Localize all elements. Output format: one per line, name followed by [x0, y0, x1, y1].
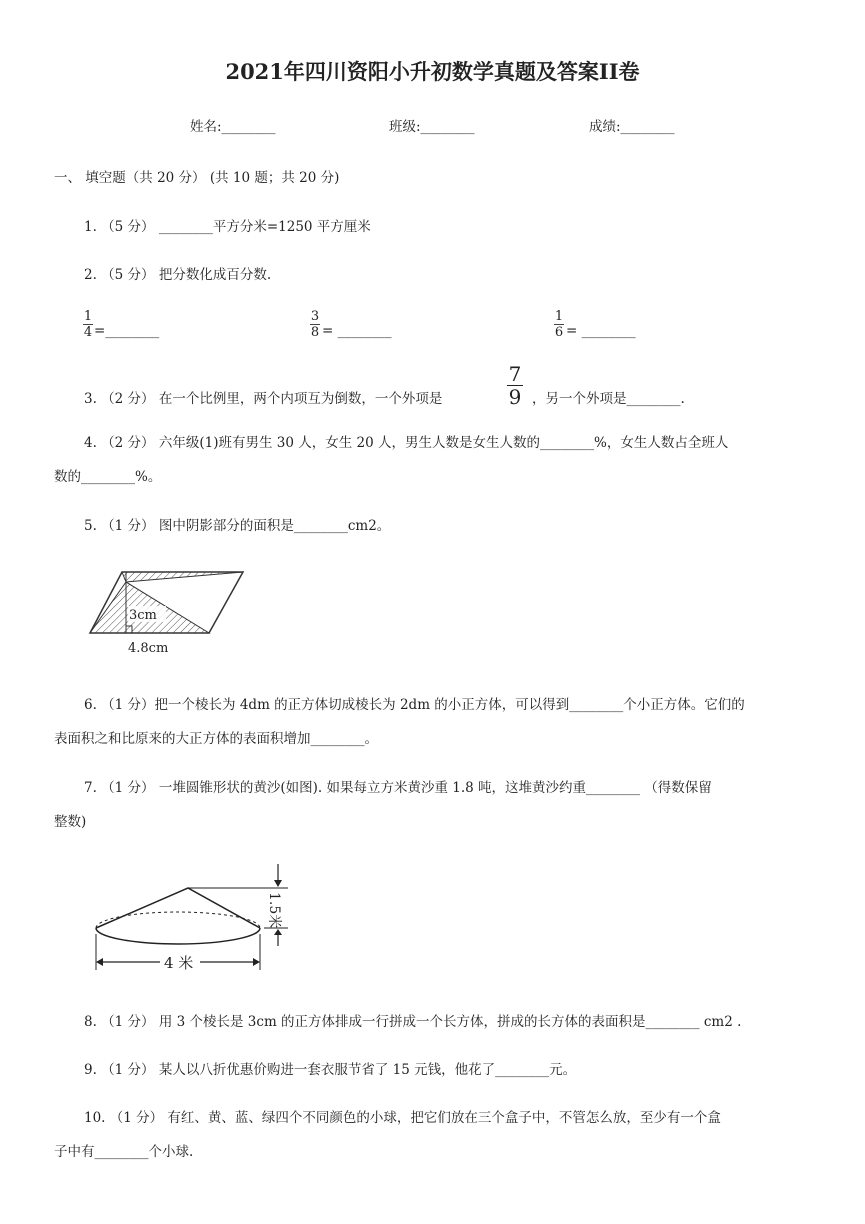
fraction-numerator: 3: [310, 309, 320, 324]
fraction-denominator: 6: [554, 325, 564, 340]
question-2: 2. （5 分） 把分数化成百分数.: [84, 267, 272, 283]
fraction-7-9: [507, 364, 523, 407]
class-field[interactable]: 班级:________: [389, 119, 475, 135]
question-3-prefix: 3. （2 分） 在一个比例里，两个内项互为倒数，一个外项是: [84, 391, 443, 407]
question-10-line2: 子中有________个小球.: [54, 1144, 194, 1160]
question-7-line1: 7. （1 分） 一堆圆锥形状的黄沙(如图). 如果每立方米黄沙重 1.8 吨，这堆黄沙约重________ （得数保留: [84, 780, 712, 796]
question-4-line2: 数的________%。: [54, 469, 162, 485]
question-1: 1. （5 分） ________平方分米=1250 平方厘米: [84, 219, 371, 235]
score-field[interactable]: 成绩:________: [589, 119, 675, 135]
question-7-line2: 整数): [54, 814, 87, 830]
fraction-denominator: 4: [83, 325, 93, 340]
fraction-3-8: [310, 310, 320, 339]
answer-blank-1-6[interactable]: = ________: [566, 323, 636, 339]
fraction-numerator: 1: [554, 309, 564, 324]
cone-sides: [96, 888, 260, 928]
section-heading: 一、 填空题（共 20 分） (共 10 题；共 20 分): [54, 170, 340, 186]
cone-base-front: [96, 928, 260, 944]
height-label: 3cm: [129, 608, 157, 623]
fraction-1-4: [83, 310, 93, 339]
question-3-suffix: ，另一个外项是________.: [532, 391, 685, 407]
fraction-denominator: 9: [508, 385, 522, 409]
name-field[interactable]: 姓名:________: [190, 119, 276, 135]
cone-figure: [88, 858, 298, 976]
question-9: 9. （1 分） 某人以八折优惠价购进一套衣服节省了 15 元钱，他花了________元。: [84, 1062, 577, 1078]
answer-blank-3-8[interactable]: = ________: [322, 323, 392, 339]
question-8: 8. （1 分） 用 3 个棱长是 3cm 的正方体排成一行拼成一个长方体，拼成的长方体的表面积是________ cm2 .: [84, 1014, 742, 1030]
question-6-line2: 表面积之和比原来的大正方体的表面积增加________。: [54, 731, 378, 747]
height-label: 1.5米: [266, 892, 282, 929]
fraction-denominator: 8: [310, 325, 320, 340]
parallelogram-figure: [88, 562, 253, 658]
question-4-line1: 4. （2 分） 六年级(1)班有男生 30 人，女生 20 人，男生人数是女生人数的________%，女生人数占全班人: [84, 435, 729, 451]
fraction-numerator: 1: [83, 309, 93, 324]
question-10-line1: 10. （1 分） 有红、黄、蓝、绿四个不同颜色的小球，把它们放在三个盒子中，不管怎么放，至少有一个盒: [84, 1110, 721, 1126]
diameter-label: 4 米: [164, 954, 194, 972]
answer-blank-1-4[interactable]: =________: [94, 323, 160, 339]
question-6-line1: 6. （1 分）把一个棱长为 4dm 的正方体切成棱长为 2dm 的小正方体，可以得到________个小正方体。它们的: [84, 697, 745, 713]
base-label: 4.8cm: [128, 641, 169, 656]
page-title: 2021年四川资阳小升初数学真题及答案II卷: [225, 59, 640, 84]
fraction-numerator: 7: [508, 362, 522, 386]
fraction-1-6: [554, 310, 564, 339]
question-5: 5. （1 分） 图中阴影部分的面积是________cm2。: [84, 518, 391, 534]
